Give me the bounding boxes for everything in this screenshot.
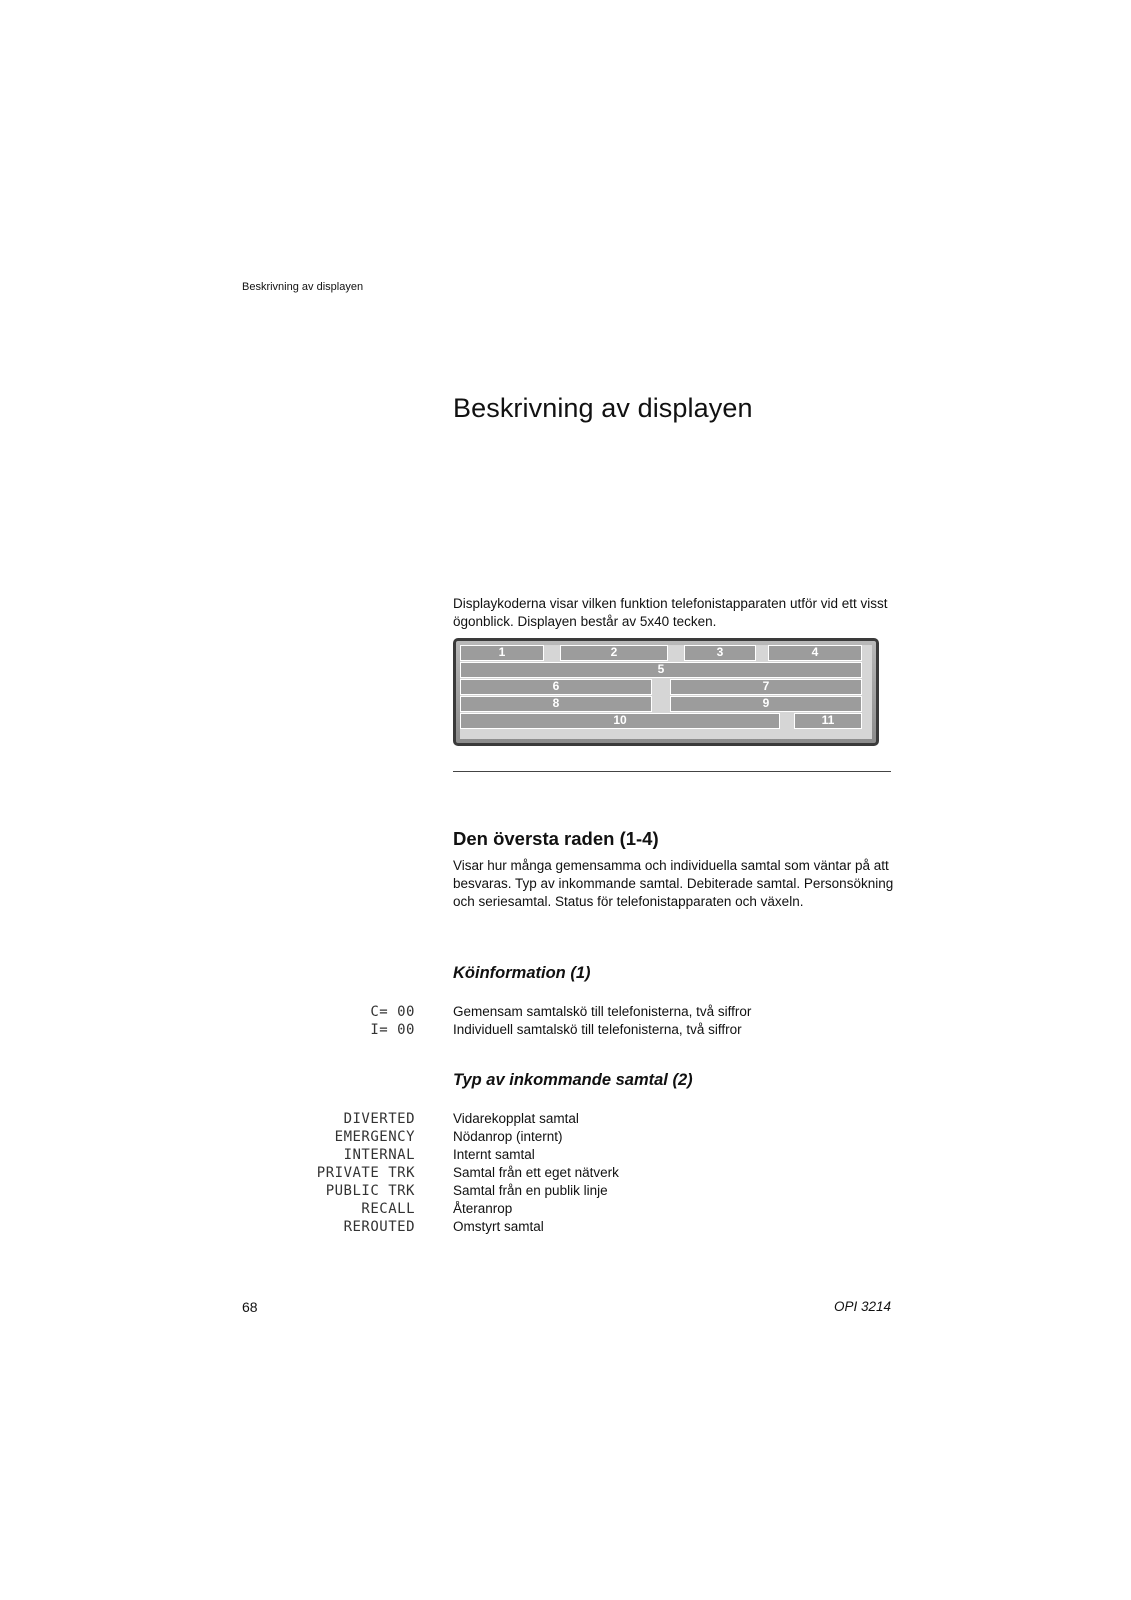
display-code: C= 00 <box>370 1004 415 1020</box>
code-description: Samtal från en publik linje <box>453 1183 608 1198</box>
list-item <box>240 1003 940 1021</box>
display-field-9: 9 <box>670 696 862 712</box>
display-field-8: 8 <box>460 696 652 712</box>
queue-info-heading: Köinformation (1) <box>453 964 591 982</box>
code-description: Återanrop <box>453 1201 513 1216</box>
list-item <box>240 1218 940 1236</box>
display-field-7: 7 <box>670 679 862 695</box>
display-code: PUBLIC TRK <box>325 1183 415 1199</box>
list-item <box>240 1128 940 1146</box>
display-field-10: 10 <box>460 713 780 729</box>
incoming-calls-heading: Typ av inkommande samtal (2) <box>453 1071 693 1089</box>
display-code: REROUTED <box>343 1219 415 1235</box>
list-item <box>240 1164 940 1182</box>
display-code: RECALL <box>361 1201 415 1217</box>
display-field-2: 2 <box>560 645 668 661</box>
page-title: Beskrivning av displayen <box>453 393 753 423</box>
display-field-1: 1 <box>460 645 544 661</box>
display-grid <box>460 645 872 739</box>
display-diagram <box>453 638 879 746</box>
list-item <box>240 1182 940 1200</box>
queue-info-list <box>240 1003 940 1039</box>
list-item <box>240 1200 940 1218</box>
code-description: Internt samtal <box>453 1147 535 1162</box>
code-description: Vidarekopplat samtal <box>453 1111 579 1126</box>
display-code: PRIVATE TRK <box>316 1165 415 1181</box>
code-description: Omstyrt samtal <box>453 1219 544 1234</box>
section-divider <box>453 771 891 772</box>
code-description: Samtal från ett eget nätverk <box>453 1165 619 1180</box>
list-item <box>240 1021 940 1039</box>
display-field-6: 6 <box>460 679 652 695</box>
display-code: I= 00 <box>370 1022 415 1038</box>
document-id: OPI 3214 <box>833 1299 891 1314</box>
display-field-4: 4 <box>768 645 862 661</box>
intro-text: Displaykoderna visar vilken funktion telefonistapparaten utför vid ett visst ögonblick. Displayen består av 5x40 tecken. <box>453 596 888 629</box>
page-number: 68 <box>242 1299 258 1315</box>
list-item <box>240 1146 940 1164</box>
display-code: DIVERTED <box>343 1111 415 1127</box>
running-header: Beskrivning av displayen <box>242 281 364 293</box>
display-code: EMERGENCY <box>334 1129 415 1145</box>
display-field-11: 11 <box>794 713 862 729</box>
code-description: Individuell samtalskö till telefonisterna, två siffror <box>453 1022 742 1037</box>
incoming-calls-list <box>240 1110 940 1236</box>
code-description: Nödanrop (internt) <box>453 1129 563 1144</box>
display-field-3: 3 <box>684 645 756 661</box>
list-item <box>240 1110 940 1128</box>
code-description: Gemensam samtalskö till telefonisterna, två siffror <box>453 1004 752 1019</box>
display-field-5: 5 <box>460 662 862 678</box>
section-text: Visar hur många gemensamma och individuella samtal som väntar på att besvaras. Typ av inkommande samtal. Debiterade samtal. Personsökning och seriesamtal. Status för telefonistapparaten och växeln. <box>453 858 894 909</box>
section-heading: Den översta raden (1-4) <box>453 828 659 849</box>
display-code: INTERNAL <box>343 1147 415 1163</box>
